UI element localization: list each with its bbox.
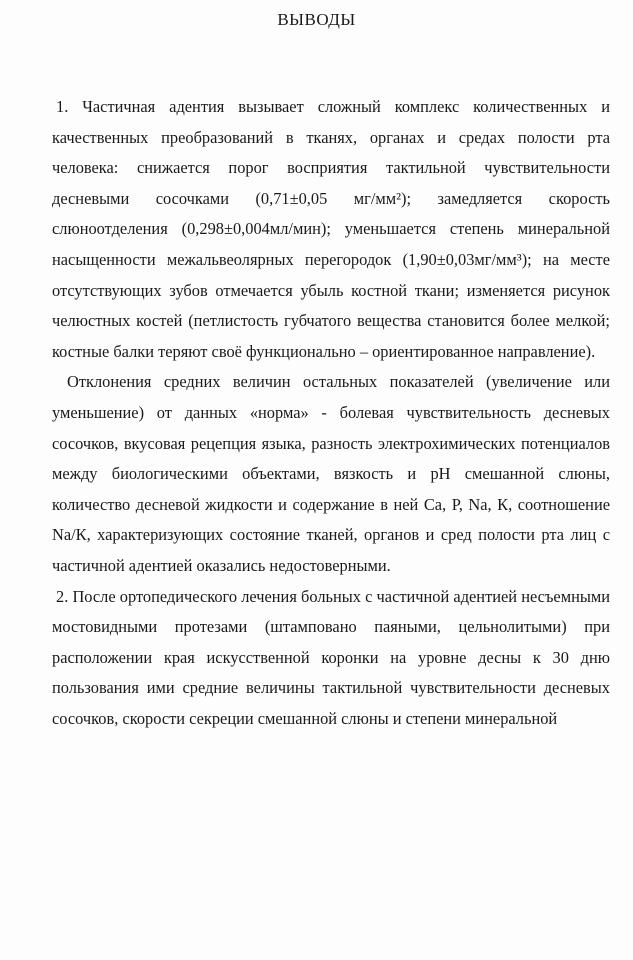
paragraph-deviations: Отклонения средних величин остальных показателей (увеличение или уменьшение) от данных «норма» - болевая чувствительность десневых сосочков, вкусовая рецепция языка, разность электрохимических потенциалов между биологическими объектами, вязкость и рН смешанной слюны, количество десневой жидкости и содержание в ней Са, Р, Na, К, соотношение Na/К, характеризующих состояние тканей, органов и сред полости рта лиц с частичной адентией оказались недостоверными. bbox=[52, 372, 610, 575]
paragraph-conclusion-2: 2. После ортопедического лечения больных с частичной адентией несъемными мостовидными протезами (штамповано паяными, цельнолитыми) при расположении края искусственной коронки на уровне десны к 30 дню пользования ими средние величины тактильной чувствительности десневых сосочков, скорости секреции смешанной слюны и степени минеральной bbox=[52, 586, 610, 728]
document-body bbox=[52, 92, 610, 734]
page-title: ВЫВОДЫ bbox=[277, 10, 356, 29]
paragraph-conclusion-1: 1. Частичная адентия вызывает сложный комплекс количественных и качественных преобразований в тканях, органах и средах полости рта человека: снижается порог восприятия тактильной чувствительности десневыми сосочками (0,71±0,05 мг/мм²); замедляется скорость слюноотделения (0,298±0,004мл/мин); уменьшается степень минеральной насыщенности межальвеолярных перегородок (1,90±0,03мг/мм³); на месте отсутствующих зубов отмечается убыль костной ткани; изменяется рисунок челюстных костей (петлистость губчатого вещества становится более мелкой; костные балки теряют своё функционально – ориентированное направление). bbox=[52, 97, 610, 361]
